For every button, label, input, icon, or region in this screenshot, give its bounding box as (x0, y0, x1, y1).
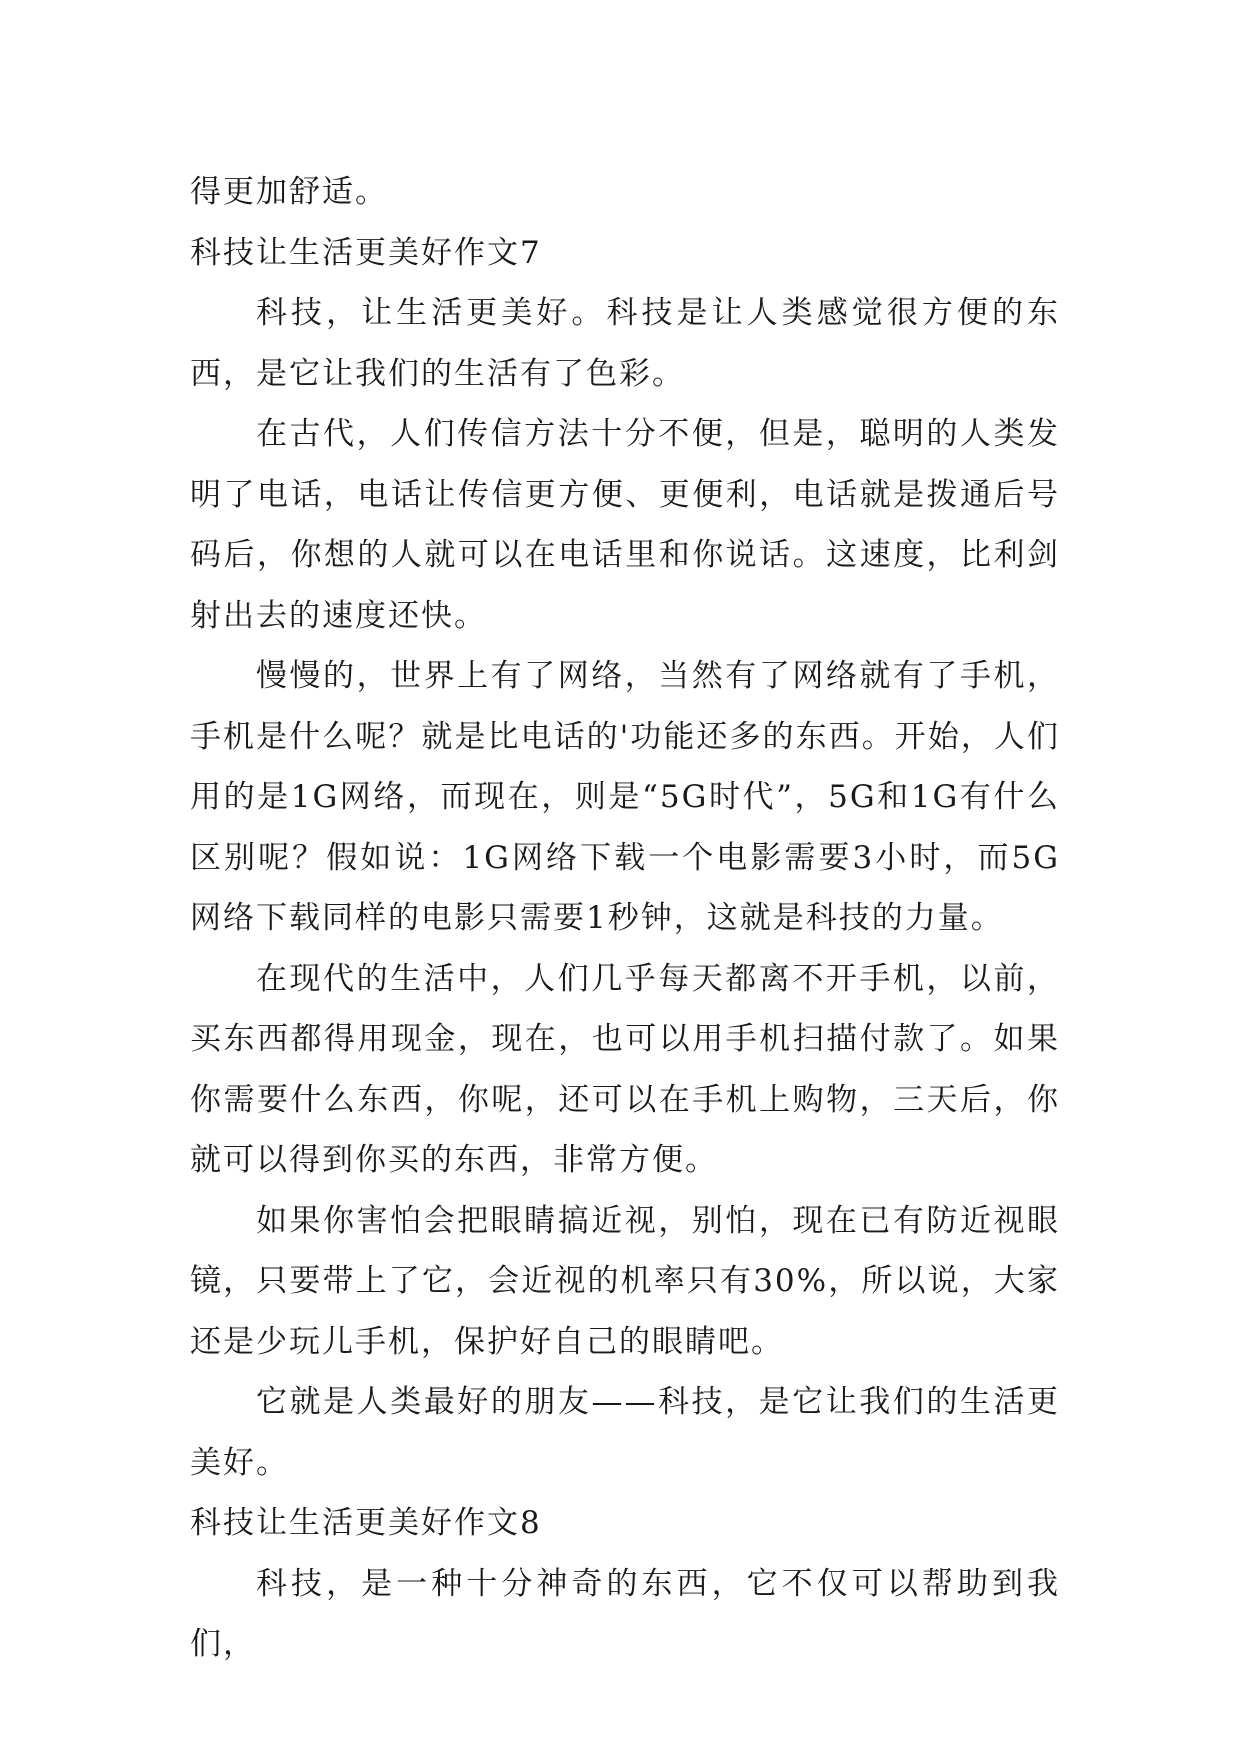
essay-title-7: 科技让生活更美好作文7 (190, 234, 542, 271)
essay-title-8: 科技让生活更美好作文8 (190, 1505, 542, 1541)
paragraph: 科技，是一种十分神奇的东西，它不仅可以帮助到我们， (190, 1565, 1060, 1662)
paragraph: 在古代，人们传信方法十分不便，但是，聪明的人类发明了电话，电话让传信更方便、更便利，电话就是拨通后号码后，你想的人就可以在电话里和你说话。这速度，比利剑射出去的速度还快。 (190, 416, 1060, 634)
paragraph: 慢慢的，世界上有了网络，当然有了网络就有了手机，手机是什么呢？就是比电话的'功能还多的东西。开始，人们用的是1G网络，而现在，则是“5G时代”，5G和1G有什么区别呢？假如说：1G网络下载一个电影需要3小时，而5G网络下载同样的电影只需要1秒钟，这就是科技的力量。 (190, 658, 1060, 936)
paragraph: 如果你害怕会把眼睛搞近视，别怕，现在已有防近视眼镜，只要带上了它，会近视的机率只有30%，所以说，大家还是少玩儿手机，保护好自己的眼睛吧。 (190, 1202, 1060, 1360)
document-body (190, 162, 1060, 1675)
paragraph-continuation: 得更加舒适。 (190, 174, 388, 210)
paragraph: 它就是人类最好的朋友——科技，是它让我们的生活更美好。 (190, 1384, 1060, 1481)
paragraph: 科技，让生活更美好。科技是让人类感觉很方便的东西，是它让我们的生活有了色彩。 (190, 295, 1060, 392)
paragraph: 在现代的生活中，人们几乎每天都离不开手机，以前，买东西都得用现金，现在，也可以用手机扫描付款了。如果你需要什么东西，你呢，还可以在手机上购物，三天后，你就可以得到你买的东西，非常方便。 (190, 960, 1060, 1178)
